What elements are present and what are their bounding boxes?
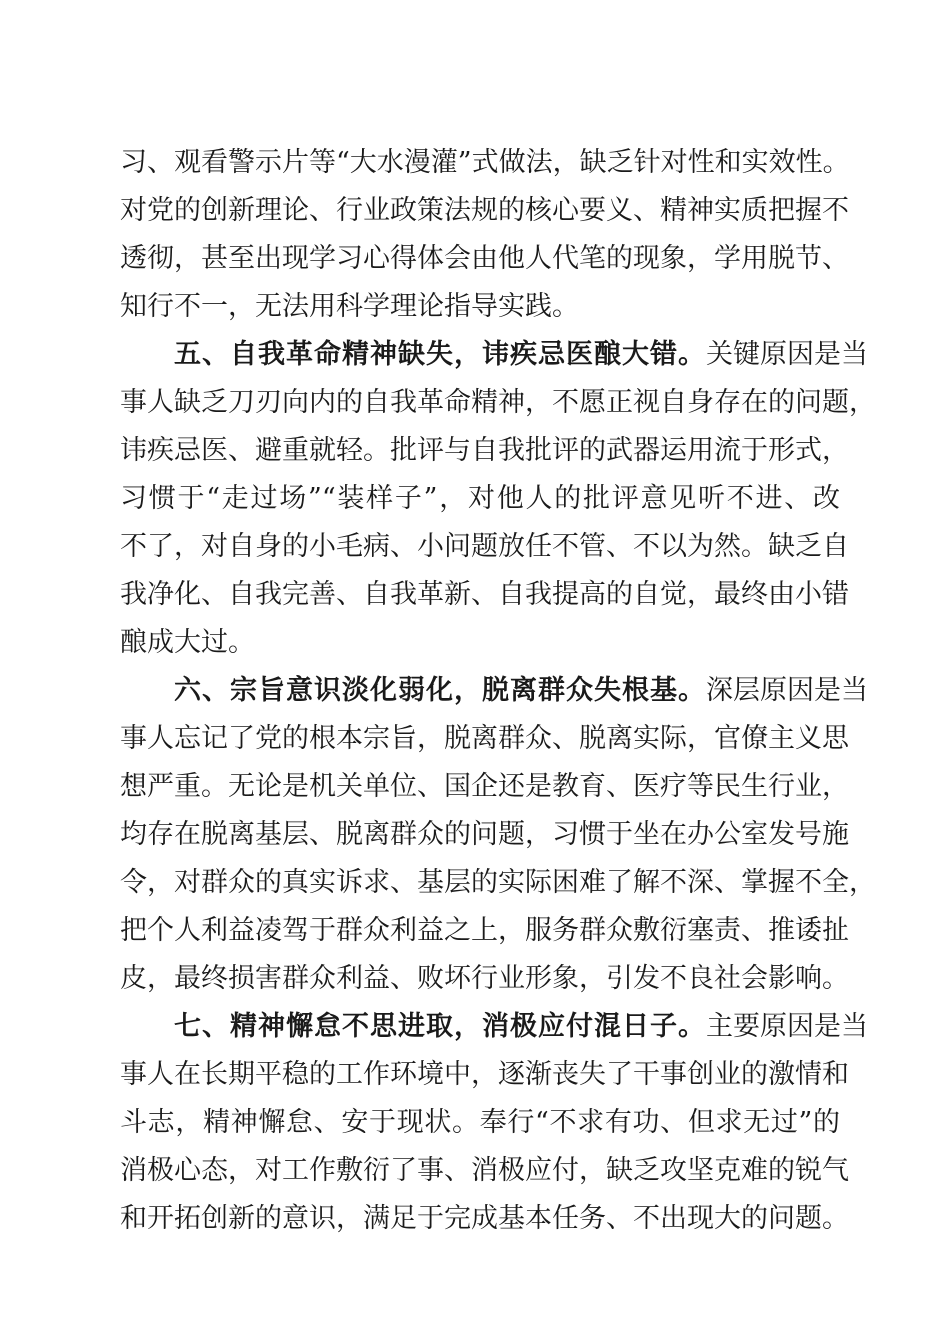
- paragraph-line: 我净化、自我完善、自我革新、自我提高的自觉，最终由小错: [120, 579, 849, 610]
- section-5-first-line: [174, 337, 868, 373]
- paragraph-line: 习惯于“走过场”“装样子”，对他人的批评意见听不进、改: [120, 483, 840, 514]
- paragraph-line: 事人忘记了党的根本宗旨，脱离群众、脱离实际，官僚主义思: [120, 723, 849, 754]
- section-5-lead: 关键原因是当: [706, 339, 868, 370]
- paragraph-line: 透彻，甚至出现学习心得体会由他人代笔的现象，学用脱节、: [120, 243, 849, 274]
- paragraph-line: 皮，最终损害群众利益、败坏行业形象，引发不良社会影响。: [120, 963, 849, 994]
- paragraph-line: 消极心态，对工作敷衍了事、消极应付，缺乏攻坚克难的锐气: [120, 1155, 849, 1186]
- paragraph-line: 事人在长期平稳的工作环境中，逐渐丧失了干事创业的激情和: [120, 1059, 849, 1090]
- section-6-heading: 六、宗旨意识淡化弱化，脱离群众失根基。: [174, 675, 706, 706]
- section-5-heading: 五、自我革命精神缺失，讳疾忌医酿大错。: [174, 339, 706, 370]
- section-7-lead: 主要原因是当: [706, 1011, 868, 1042]
- section-6-lead: 深层原因是当: [706, 675, 868, 706]
- paragraph-line: 和开拓创新的意识，满足于完成基本任务、不出现大的问题。: [120, 1203, 849, 1234]
- paragraph-line: 知行不一，无法用科学理论指导实践。: [120, 291, 579, 322]
- paragraph-line: 习、观看警示片等“大水漫灌”式做法，缺乏针对性和实效性。: [120, 147, 850, 178]
- paragraph-line: 令，对群众的真实诉求、基层的实际困难了解不深、掌握不全，: [120, 867, 876, 898]
- paragraph-line: 酿成大过。: [120, 627, 255, 658]
- paragraph-line: 事人缺乏刀刃向内的自我革命精神，不愿正视自身存在的问题，: [120, 387, 876, 418]
- paragraph-line: 不了，对自身的小毛病、小问题放任不管、不以为然。缺乏自: [120, 531, 849, 562]
- paragraph-line: 斗志，精神懈怠、安于现状。奉行“不求有功、但求无过”的: [120, 1107, 840, 1138]
- paragraph-line: 讳疾忌医、避重就轻。批评与自我批评的武器运用流于形式，: [120, 435, 849, 466]
- paragraph-line: 对党的创新理论、行业政策法规的核心要义、精神实质把握不: [120, 195, 849, 226]
- section-7-first-line: [174, 1009, 868, 1045]
- section-7-heading: 七、精神懈怠不思进取，消极应付混日子。: [174, 1011, 706, 1042]
- paragraph-line: 想严重。无论是机关单位、国企还是教育、医疗等民生行业，: [120, 771, 849, 802]
- section-6-first-line: [174, 673, 868, 709]
- paragraph-line: 均存在脱离基层、脱离群众的问题，习惯于坐在办公室发号施: [120, 819, 849, 850]
- paragraph-line: 把个人利益凌驾于群众利益之上，服务群众敷衍塞责、推诿扯: [120, 915, 849, 946]
